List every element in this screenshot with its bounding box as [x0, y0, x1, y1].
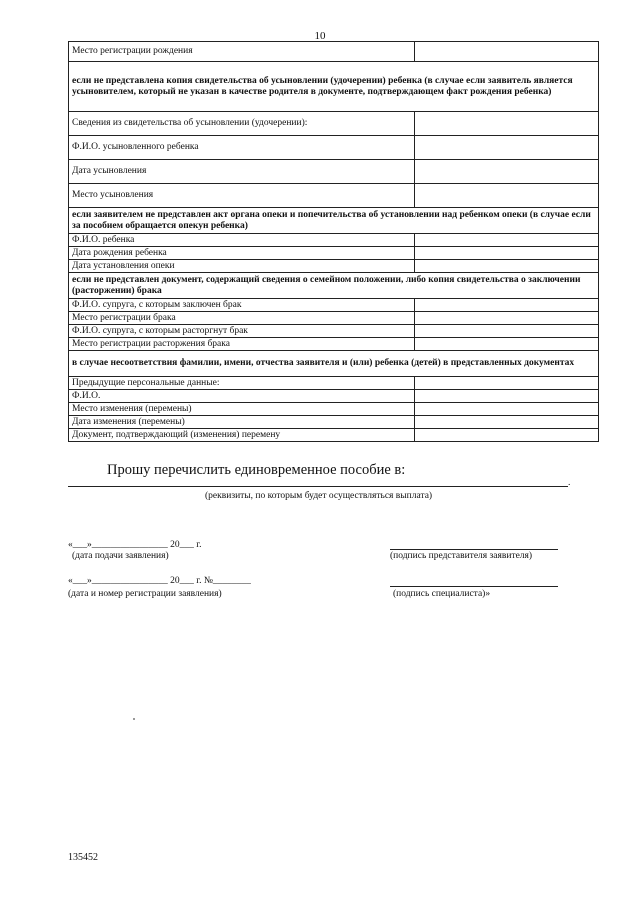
- field-label: Место регистрации рождения: [69, 42, 415, 62]
- field-label: Дата установления опеки: [69, 260, 415, 273]
- section-header-row: [69, 351, 599, 377]
- field-value-cell[interactable]: [415, 325, 599, 338]
- application-form-table: [68, 41, 599, 442]
- field-label: Ф.И.О. супруга, с которым заключен брак: [69, 299, 415, 312]
- document-code: 135452: [68, 852, 98, 863]
- field-value-cell[interactable]: [415, 247, 599, 260]
- field-value-cell[interactable]: [415, 299, 599, 312]
- field-label: Ф.И.О.: [69, 390, 415, 403]
- field-value-cell[interactable]: [415, 160, 599, 184]
- section-header-row: [69, 273, 599, 299]
- representative-signature-caption: (подпись представителя заявителя): [390, 551, 533, 561]
- submission-date-line[interactable]: «___»________________ 20___ г.: [68, 540, 202, 550]
- payment-request-text: Прошу перечислить единовременное пособие в:: [107, 462, 406, 478]
- payment-details-caption: (реквизиты, по которым будет осуществляться выплата): [205, 491, 433, 501]
- field-label: Сведения из свидетельства об усыновлении (удочерении):: [69, 112, 415, 136]
- field-value-cell[interactable]: [415, 234, 599, 247]
- field-value-cell[interactable]: [415, 429, 599, 442]
- page-number: 10: [314, 30, 326, 42]
- field-row: [69, 112, 599, 136]
- field-row: [69, 312, 599, 325]
- field-value-cell[interactable]: [415, 390, 599, 403]
- section-header-row: [69, 208, 599, 234]
- field-row: [69, 429, 599, 442]
- field-row: [69, 299, 599, 312]
- specialist-signature-line[interactable]: [390, 586, 558, 587]
- field-value-cell[interactable]: [415, 42, 599, 62]
- field-label: Место изменения (перемены): [69, 403, 415, 416]
- field-value-cell[interactable]: [415, 416, 599, 429]
- section-header: если не представлена копия свидетельства об усыновлении (удочерении) ребенка (в случае если заявитель является усыновителем, который не указан в качестве родителя в документе, подтверждающем факт рождения ребенка): [69, 62, 599, 112]
- field-row: [69, 42, 599, 62]
- field-value-cell[interactable]: [415, 312, 599, 325]
- field-row: [69, 247, 599, 260]
- field-value-cell[interactable]: [415, 136, 599, 160]
- field-label: Дата изменения (перемены): [69, 416, 415, 429]
- field-value-cell[interactable]: [415, 403, 599, 416]
- field-value-cell[interactable]: [415, 184, 599, 208]
- scan-speck: [133, 718, 135, 720]
- field-row: [69, 416, 599, 429]
- field-row: [69, 160, 599, 184]
- field-value-cell[interactable]: [415, 112, 599, 136]
- section-header: если не представлен документ, содержащий сведения о семейном положении, либо копия свидетельства о заключении (расторжении) брака: [69, 273, 599, 299]
- field-label: Дата рождения ребенка: [69, 247, 415, 260]
- field-label: Дата усыновления: [69, 160, 415, 184]
- payment-details-line[interactable]: [68, 486, 568, 487]
- representative-signature-line[interactable]: [390, 549, 558, 550]
- specialist-signature-caption: (подпись специалиста)»: [393, 589, 491, 599]
- field-row: [69, 403, 599, 416]
- field-value-cell[interactable]: [415, 260, 599, 273]
- field-value-cell[interactable]: [415, 377, 599, 390]
- field-label: Ф.И.О. ребенка: [69, 234, 415, 247]
- form-table-body: [69, 42, 599, 442]
- registration-date-line[interactable]: «___»________________ 20___ г. №________: [68, 576, 251, 586]
- field-label: Ф.И.О. супруга, с которым расторгнут брак: [69, 325, 415, 338]
- field-row: [69, 338, 599, 351]
- field-value-cell[interactable]: [415, 338, 599, 351]
- field-label: Ф.И.О. усыновленного ребенка: [69, 136, 415, 160]
- field-row: [69, 234, 599, 247]
- field-label: Документ, подтверждающий (изменения) перемену: [69, 429, 415, 442]
- field-row: [69, 136, 599, 160]
- payment-line-end: .: [568, 478, 571, 488]
- field-row: [69, 184, 599, 208]
- field-row: [69, 390, 599, 403]
- field-label: Предыдущие персональные данные:: [69, 377, 415, 390]
- field-label: Место усыновления: [69, 184, 415, 208]
- field-label: Место регистрации расторжения брака: [69, 338, 415, 351]
- field-row: [69, 325, 599, 338]
- registration-date-caption: (дата и номер регистрации заявления): [68, 589, 222, 599]
- field-row: [69, 377, 599, 390]
- section-header-row: [69, 62, 599, 112]
- section-header: если заявителем не представлен акт органа опеки и попечительства об установлении над ребенком опеки (в случае если за пособием обращается опекун ребенка): [69, 208, 599, 234]
- field-label: Место регистрации брака: [69, 312, 415, 325]
- section-header: в случае несоответствия фамилии, имени, отчества заявителя и (или) ребенка (детей) в представленных документах: [69, 351, 599, 377]
- submission-date-caption: (дата подачи заявления): [72, 551, 169, 561]
- field-row: [69, 260, 599, 273]
